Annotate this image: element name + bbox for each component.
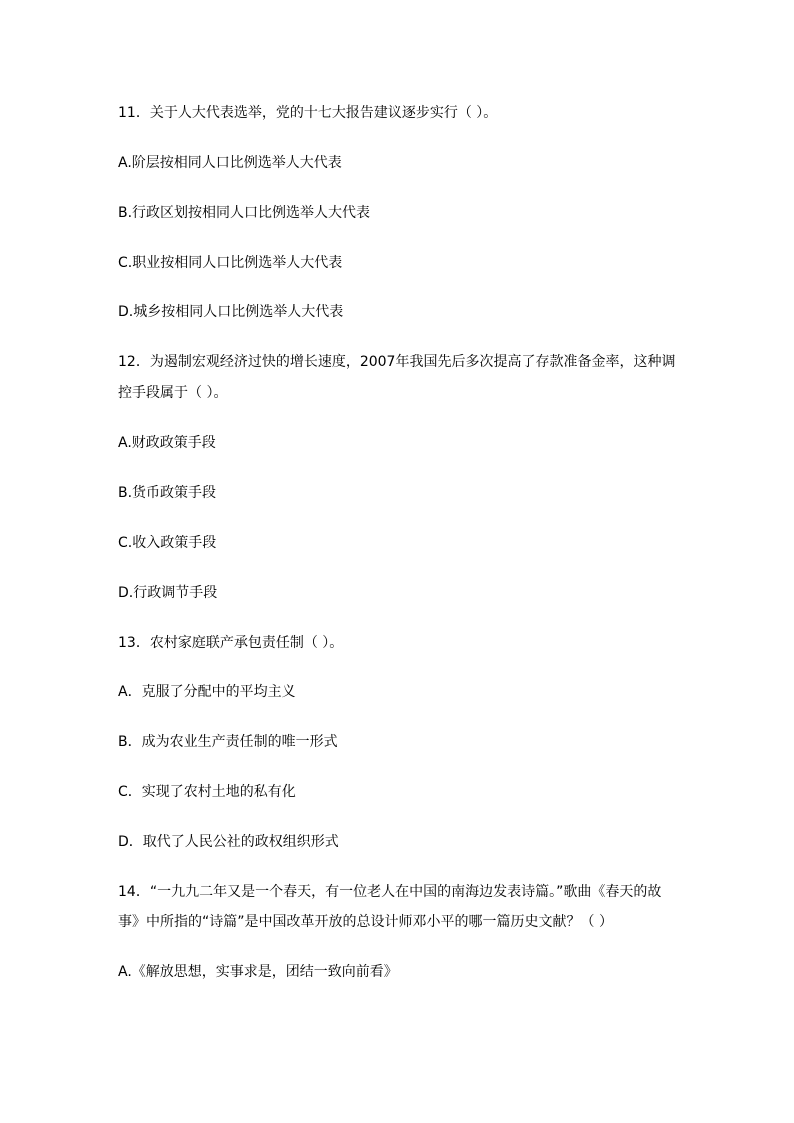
question-12-stem-line-1: 12．为遏制宏观经济过快的增长速度，2007年我国先后多次提高了存款准备金率，这种调 bbox=[118, 354, 676, 370]
question-12-option-d: D.行政调节手段 bbox=[118, 585, 218, 601]
question-14-stem-line-2: 事》中所指的“诗篇”是中国改革开放的总设计师邓小平的哪一篇历史文献？（ ） bbox=[118, 914, 613, 930]
question-13-option-a: A．克服了分配中的平均主义 bbox=[118, 684, 296, 700]
question-13-option-c: C．实现了农村土地的私有化 bbox=[118, 784, 296, 800]
question-13-option-d: D．取代了人民公社的政权组织形式 bbox=[118, 834, 339, 850]
question-11-option-c: C.职业按相同人口比例选举人大代表 bbox=[118, 255, 343, 271]
question-13-option-b: B．成为农业生产责任制的唯一形式 bbox=[118, 734, 338, 750]
question-14-option-a: A.《解放思想，实事求是，团结一致向前看》 bbox=[118, 964, 398, 980]
question-11-stem: 11．关于人大代表选举，党的十七大报告建议逐步实行（ ）。 bbox=[118, 105, 498, 121]
question-11-option-a: A.阶层按相同人口比例选举人大代表 bbox=[118, 155, 342, 171]
question-13-stem: 13．农村家庭联产承包责任制（ ）。 bbox=[118, 635, 344, 651]
question-12-option-b: B.货币政策手段 bbox=[118, 485, 217, 501]
question-14-stem-line-1: 14．“一九九二年又是一个春天，有一位老人在中国的南海边发表诗篇。”歌曲《春天的故 bbox=[118, 884, 662, 900]
question-11-option-d: D.城乡按相同人口比例选举人大代表 bbox=[118, 304, 344, 320]
question-12-option-a: A.财政政策手段 bbox=[118, 435, 216, 451]
question-12-stem-line-2: 控手段属于（ ）。 bbox=[118, 385, 228, 401]
question-12-option-c: C.收入政策手段 bbox=[118, 535, 217, 551]
question-11-option-b: B.行政区划按相同人口比例选举人大代表 bbox=[118, 205, 371, 221]
